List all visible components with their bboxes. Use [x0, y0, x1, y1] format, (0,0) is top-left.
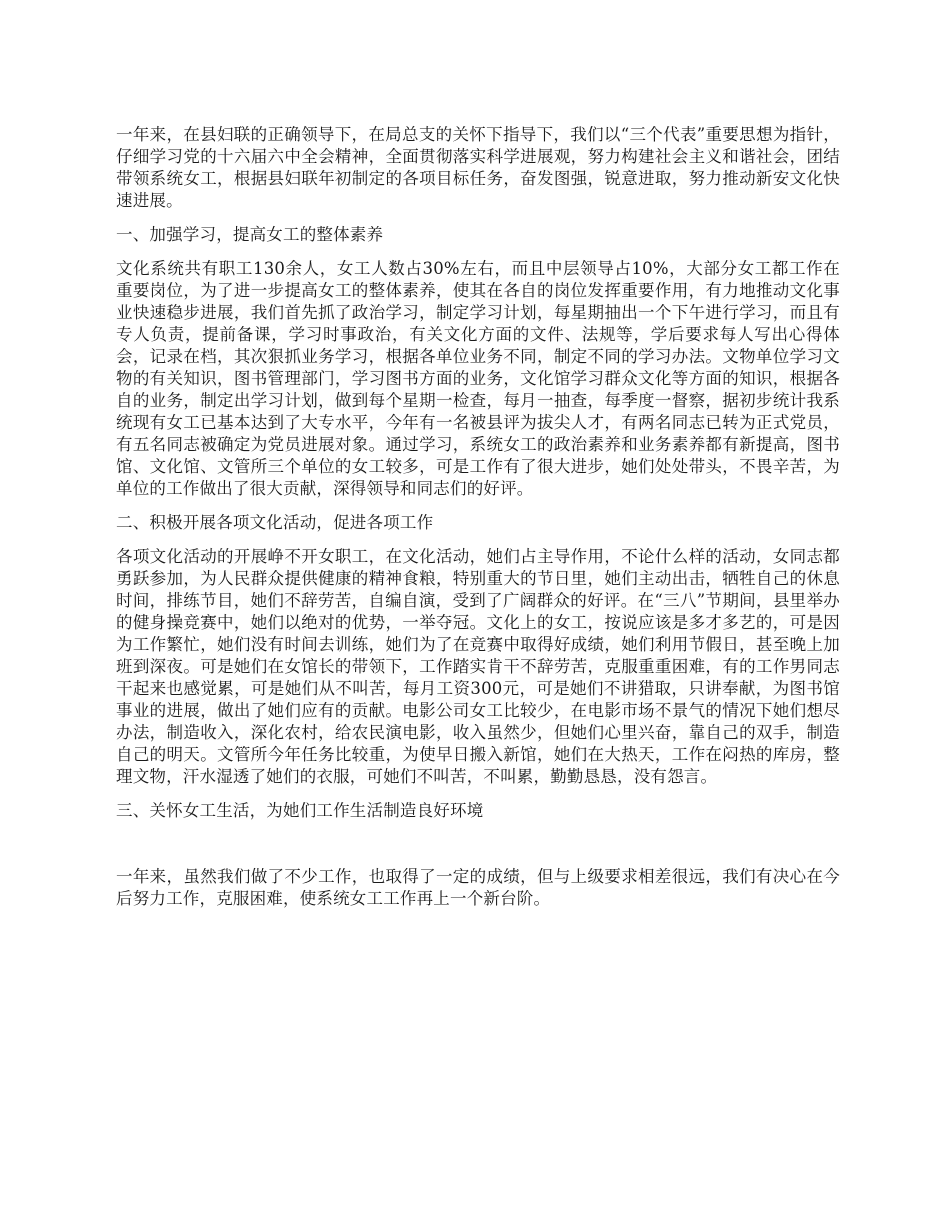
section-3-heading: 三、关怀女工生活，为她们工作生活制造良好环境 — [116, 801, 484, 820]
intro-paragraph: 一年来，在县妇联的正确领导下，在局总支的关怀下指导下，我们以“三个代表”重要思想为指针，仔细学习党的十六届六中全会精神，全面贯彻落实科学进展观，努力构建社会主义和谐社会，团结带领系统女工，根据县妇联年初制定的各项目标任务，奋发图强，锐意进取，努力推动新安文化快速进展。 — [116, 125, 840, 210]
section-2-paragraph: 各项文化活动的开展峥不开女职工，在文化活动，她们占主导作用，不论什么样的活动，女同志都勇跃参加，为人民群众提供健康的精神食粮，特别重大的节日里，她们主动出击，牺牲自己的休息时间，排练节目，她们不辞劳苦，自编自演，受到了广阔群众的好评。在“三八”节期间，县里举办的健身操竞赛中，她们以绝对的优势，一举夺冠。文化上的女工，按说应该是多才多艺的，可是因为工作繁忙，她们没有时间去训练，她们为了在竞赛中取得好成绩，她们利用节假日，甚至晚上加班到深夜。可是她们在女馆长的带领下，工作踏实肯干不辞劳苦，克服重重困难，有的工作男同志干起来也感觉累，可是她们从不叫苦，每月工资300元，可是她们不讲猎取，只讲奉献，为图书馆事业的进展，做出了她们应有的贡献。电影公司女工比较少，在电影市场不景气的情况下她们想尽办法，制造收入，深化农村，给农民演电影，收入虽然少，但她们心里兴奋，靠自己的双手，制造自己的明天。文管所今年任务比较重，为使早日搬入新馆，她们在大热天，工作在闷热的库房，整理文物，汗水湿透了她们的衣服，可她们不叫苦，不叫累，勤勤恳恳，没有怨言。 — [116, 547, 840, 786]
document-page — [116, 124, 840, 922]
section-2-heading: 二、积极开展各项文化活动，促进各项工作 — [116, 513, 434, 532]
section-1-paragraph: 文化系统共有职工130余人，女工人数占30%左右，而且中层领导占10%，大部分女工都工作在重要岗位，为了进一步提高女工的整体素养，使其在各自的岗位发挥重要作用，有力地推动文化事业快速稳步进展，我们首先抓了政治学习，制定学习计划，每星期抽出一个下午进行学习，而且有专人负责，提前备课，学习时事政治，有关文化方面的文件、法规等，学后要求每人写出心得体会，记录在档，其次狠抓业务学习，根据各单位业务不同，制定不同的学习办法。文物单位学习文物的有关知识，图书管理部门，学习图书方面的业务，文化馆学习群众文化等方面的知识，根据各自的业务，制定出学习计划，做到每个星期一检查，每月一抽查，每季度一督察，据初步统计我系统现有女工已基本达到了大专水平，今年有一名被县评为拔尖人才，有两名同志已转为正式党员，有五名同志被确定为党员进展对象。通过学习，系统女工的政治素养和业务素养都有新提高，图书馆、文化馆、文管所三个单位的女工较多，可是工作有了很大进步，她们处处带头，不畏辛苦，为单位的工作做出了很大贡献，深得领导和同志们的好评。 — [116, 259, 840, 498]
conclusion-paragraph: 一年来，虽然我们做了不少工作，也取得了一定的成绩，但与上级要求相差很远，我们有决心在今后努力工作，克服困难，使系统女工工作再上一个新台阶。 — [116, 867, 840, 908]
section-3-spacer — [116, 834, 840, 866]
section-1-heading: 一、加强学习，提高女工的整体素养 — [116, 225, 384, 244]
